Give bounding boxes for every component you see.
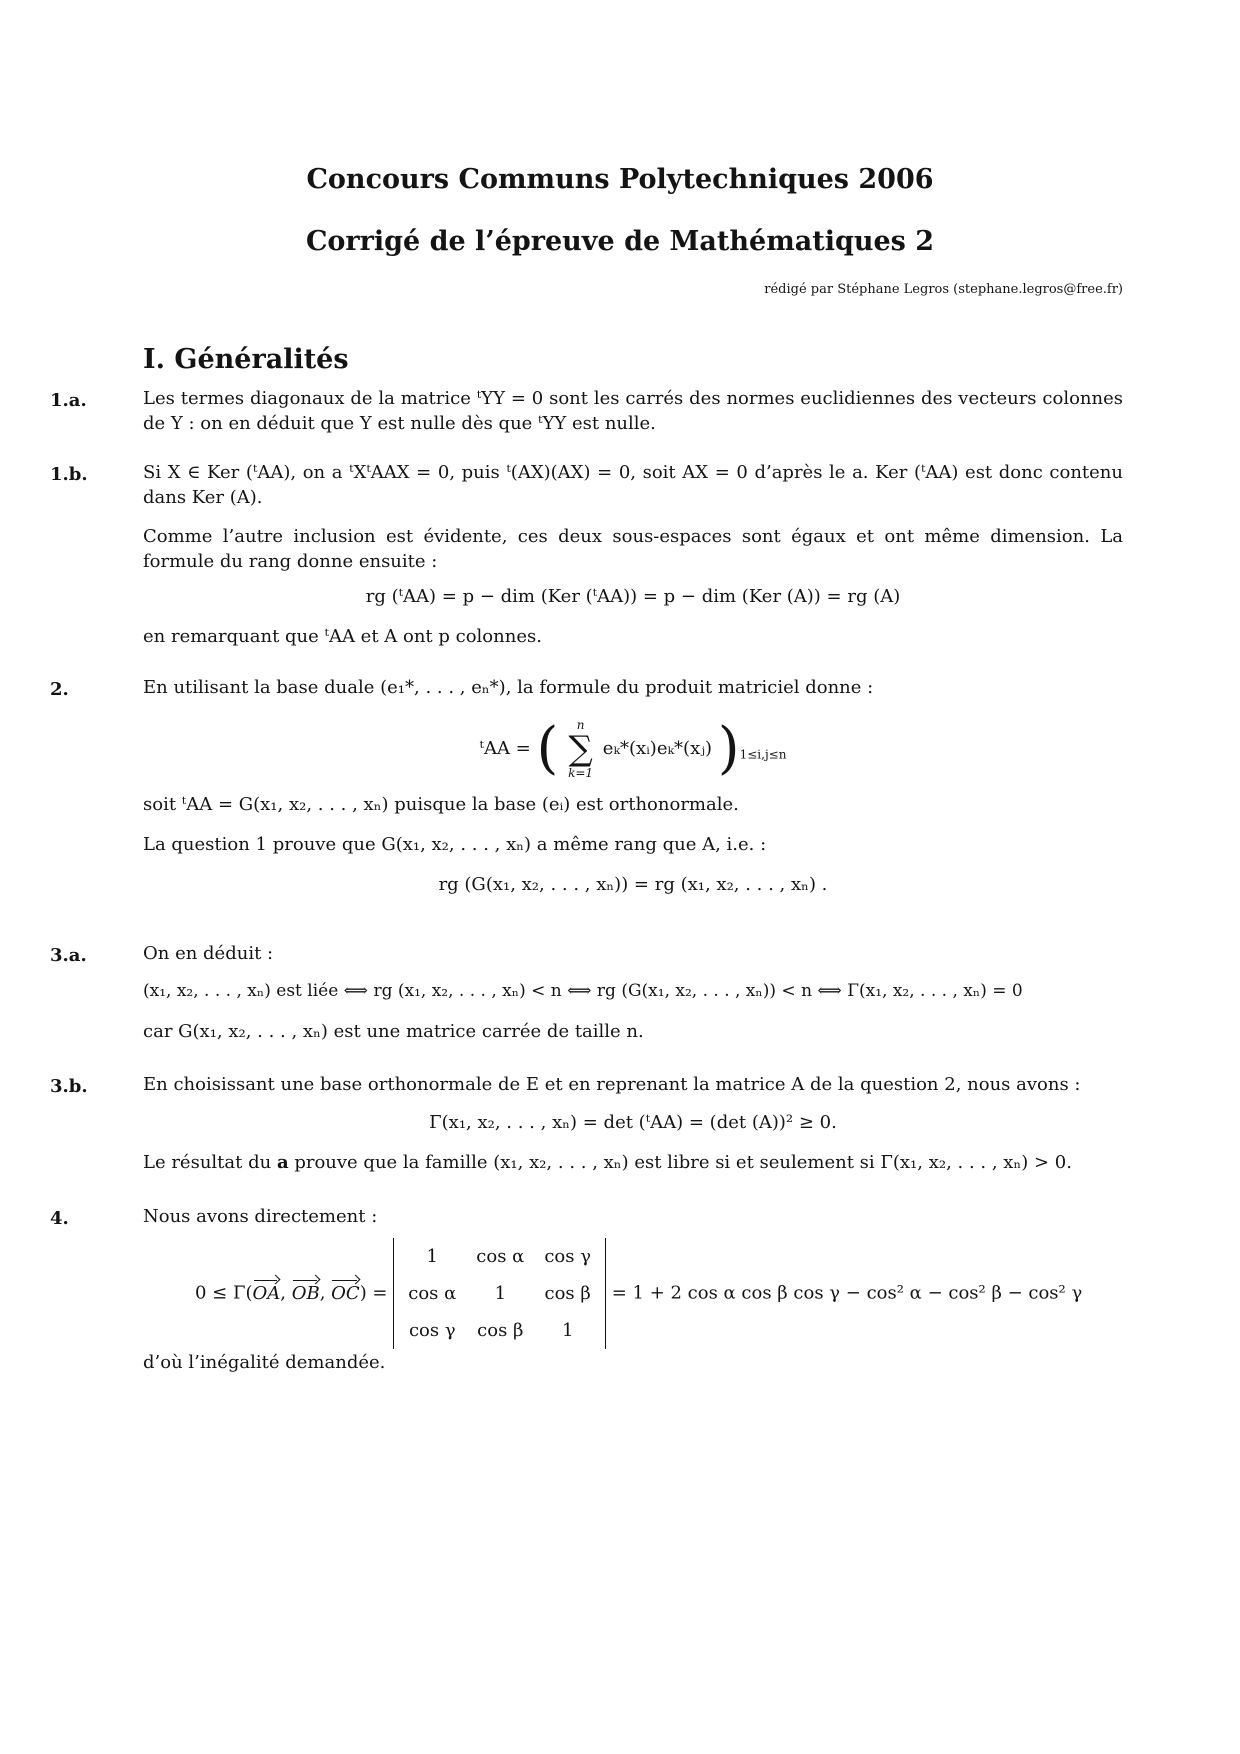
det-cell: cos α <box>408 1283 457 1304</box>
question-label-2: 2. <box>50 679 69 700</box>
answer-1a: Les termes diagonaux de la matrice ᵗYY = 0 sont les carrés des normes euclidiennes des vecteurs colonnes de Y : on en déduit que Y est nulle dès que ᵗYY est nulle. <box>143 388 1123 434</box>
det-cell: cos β <box>477 1320 524 1341</box>
det-cell: 1 <box>426 1246 438 1267</box>
sigma-symbol: ∑ <box>568 729 593 769</box>
question-label-1b: 1.b. <box>50 464 88 485</box>
author-byline: rédigé par Stéphane Legros (stephane.legros@free.fr) <box>764 282 1123 297</box>
det-expansion: = 1 + 2 cos α cos β cos γ − cos² α − cos² β − cos² γ <box>611 1282 1083 1304</box>
gram-determinant-equation: Γ(x₁, x₂, . . . , xₙ) = det (ᵗAA) = (det (A))² ≥ 0. <box>429 1112 837 1133</box>
answer-2-paragraph-1: En utilisant la base duale (e₁*, . . . , eₙ*), la formule du produit matriciel donne : <box>143 677 874 698</box>
answer-3a-paragraph-2: car G(x₁, x₂, . . . , xₙ) est une matrice carrée de taille n. <box>143 1021 644 1042</box>
vector-oa: OA <box>252 1282 281 1304</box>
vector-ob: OB <box>291 1282 320 1304</box>
answer-2-paragraph-2: soit ᵗAA = G(x₁, x₂, . . . , xₙ) puisque la base (eᵢ) est orthonormale. <box>143 794 739 815</box>
answer-1b-paragraph-2: Comme l’autre inclusion est évidente, ces deux sous-espaces sont égaux et ont même dimension. La formule du rang donne ensuite : <box>143 526 1123 572</box>
answer-3b-text-start: Le résultat du <box>143 1152 277 1173</box>
question-label-3a: 3.a. <box>50 945 87 966</box>
left-paren: ( <box>536 716 559 781</box>
sum-upper-limit: n <box>576 718 585 732</box>
dependence-equivalence: (x₁, x₂, . . . , xₙ) est liée ⟺ rg (x₁, x₂, . . . , xₙ) < n ⟺ rg (G(x₁, x₂, . . . , xₙ)) < n ⟺ Γ(x₁, x₂, . . . , xₙ) = 0 <box>143 981 1023 1001</box>
sum-lower-limit: k=1 <box>568 766 594 780</box>
answer-1b-paragraph-3: en remarquant que ᵗAA et A ont p colonnes. <box>143 626 542 647</box>
answer-3b-paragraph-1: En choisissant une base orthonormale de E et en reprenant la matrice A de la question 2, nous avons : <box>143 1074 1081 1095</box>
det-cell: cos α <box>476 1246 525 1267</box>
det-equals: ) = <box>359 1282 388 1304</box>
rank-equation: rg (ᵗAA) = p − dim (Ker (ᵗAA)) = p − dim (Ker (A)) = rg (A) <box>365 586 901 607</box>
answer-4-paragraph-2: d’où l’inégalité demandée. <box>143 1352 386 1373</box>
question-label-1a: 1.a. <box>50 390 87 411</box>
det-cell: cos γ <box>544 1246 591 1267</box>
det-cell: cos β <box>544 1283 591 1304</box>
gram-matrix-equation <box>143 718 1123 780</box>
index-range: 1≤i,j≤n <box>739 747 787 762</box>
answer-2-paragraph-3: La question 1 prouve que G(x₁, x₂, . . . , xₙ) a même rang que A, i.e. : <box>143 834 767 855</box>
det-lhs: 0 ≤ Γ( <box>195 1282 253 1304</box>
vector-oc: OC <box>331 1282 360 1304</box>
answer-3b-bold-ref: a <box>276 1152 289 1173</box>
det-cell: cos γ <box>408 1320 456 1341</box>
det-cell: 1 <box>494 1283 507 1304</box>
right-paren: ) <box>717 716 740 781</box>
determinant-matrix <box>393 1238 606 1349</box>
determinant-equation: 0 ≤ Γ(OA, OB, OC) = 1 cos α cos γ cos α 1 cos β cos γ cos β 1 = 1 + 2 cos α cos β cos γ − cos² α − cos² β − cos² γ <box>195 1238 1095 1349</box>
answer-1b-paragraph-1: Si X ∈ Ker (ᵗAA), on a ᵗXᵗAAX = 0, puis ᵗ(AX)(AX) = 0, soit AX = 0 d’après le a. Ker (ᵗAA) est donc contenu dans Ker (A). <box>143 462 1123 508</box>
det-cell: 1 <box>561 1320 574 1341</box>
question-label-3b: 3.b. <box>50 1076 88 1097</box>
document-subtitle: Corrigé de l’épreuve de Mathématiques 2 <box>305 226 935 257</box>
sum-term: eₖ*(xᵢ)eₖ*(xⱼ) <box>602 738 713 759</box>
gram-lhs: ᵗAA = <box>479 738 531 759</box>
answer-3a-paragraph-1: On en déduit : <box>143 943 274 964</box>
document-title: Concours Communs Polytechniques 2006 <box>306 164 934 195</box>
answer-4-paragraph-1: Nous avons directement : <box>143 1206 378 1227</box>
section-heading: I. Généralités <box>143 344 349 375</box>
question-label-4: 4. <box>50 1208 69 1229</box>
answer-3b-paragraph-2 <box>143 1150 1123 1175</box>
gram-rank-equation: rg (G(x₁, x₂, . . . , xₙ)) = rg (x₁, x₂, . . . , xₙ) . <box>438 874 828 895</box>
answer-3b-text-end: prouve que la famille (x₁, x₂, . . . , xₙ) est libre si et seulement si Γ(x₁, x₂, . . . , xₙ) > 0. <box>288 1152 1072 1173</box>
summation <box>568 718 593 780</box>
